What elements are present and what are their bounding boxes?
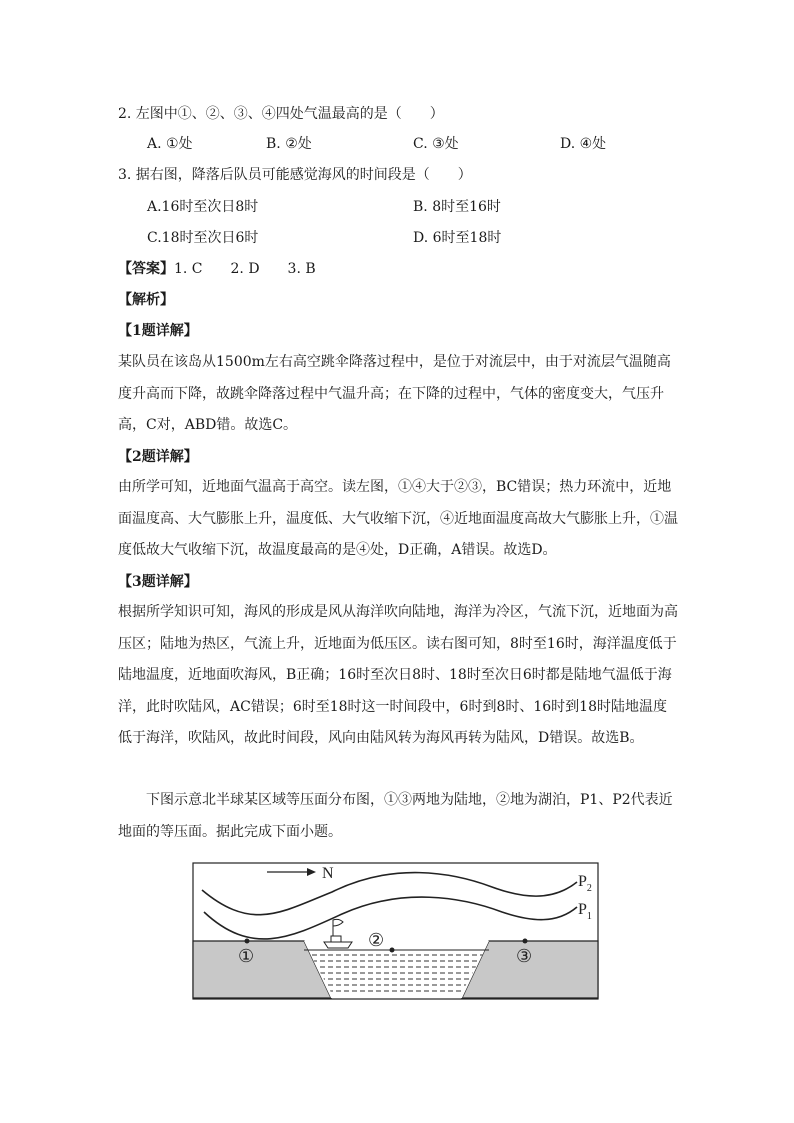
isobar-p1: [204, 897, 577, 939]
q3-option-c: C.18时至次日6时: [147, 230, 259, 246]
detail2-label: 【2题详解】: [118, 449, 198, 465]
q3-stem: 3. 据右图，降落后队员可能感觉海风的时间段是（ ）: [118, 167, 472, 183]
q3-option-d: D. 6时至18时: [413, 230, 502, 246]
north-arrow-icon: [307, 868, 316, 876]
q2-option-a: A. ①处: [147, 136, 193, 152]
answer-text: 1. C 2. D 3. B: [174, 261, 316, 277]
answer-label: 【答案】: [118, 261, 174, 277]
lake-water-pattern: [308, 950, 485, 996]
q2-stem: 2. 左图中①、②、③、④四处气温最高的是（ ）: [118, 106, 444, 122]
point-2-dot: [390, 948, 395, 953]
isobar-figure: [192, 862, 602, 1002]
q3-option-b: B. 8时至16时: [413, 199, 501, 215]
answer-line: [118, 259, 316, 279]
detail3-label: 【3题详解】: [118, 574, 198, 590]
detail3-text: 根据所学知识可知，海风的形成是风从海洋吹向陆地，海洋为冷区，气流下沉，近地面为高压区；陆地为热区，气流上升，近地面为低压区。读右图可知，8时至16时，海洋温度低于陆地温度，近地面吹海风，B正确；16时至次日8时、18时至次日6时都是陆地气温低于海洋，此时吹陆风，AC错误；6时至18时这一时间段中，6时到8时、16时到18时陆地温度低于海洋，吹陆风，故此时间段，风向由陆风转为海风再转为陆风，D错误。故选B。: [118, 604, 678, 746]
q3-option-a: A.16时至次日8时: [147, 199, 259, 215]
intro-text: 下图示意北半球某区域等压面分布图，①③两地为陆地，②地为湖泊，P1、P2代表近地面的等压面。据此完成下面小题。: [118, 792, 673, 840]
p1-label: $P_1$: [578, 901, 592, 922]
detail1-label: 【1题详解】: [118, 323, 198, 339]
point-3-dot: [523, 939, 528, 944]
north-label: N: [322, 865, 334, 882]
point-2-label: ②: [368, 930, 385, 951]
analysis-label: 【解析】: [118, 292, 174, 308]
q2-option-d: D. ④处: [560, 136, 607, 152]
detail2-text: 由所学可知，近地面气温高于高空。读左图，①④大于②③，BC错误；热力环流中，近地面温度高、大气膨胀上升，温度低、大气收缩下沉，④近地面温度高故大气膨胀上升，①温度低故大气收缩下沉，故温度最高的是④处，D正确，A错误。故选D。: [118, 479, 678, 558]
point-1-label: ①: [238, 946, 255, 967]
q2-option-c: C. ③处: [413, 136, 459, 152]
boat-icon: [324, 919, 352, 948]
point-1-dot: [245, 939, 250, 944]
point-3-label: ③: [516, 946, 533, 967]
isobar-p2: [202, 873, 577, 915]
detail1-text: 某队员在该岛从1500m左右高空跳伞降落过程中，是位于对流层中，由于对流层气温随高度升高而下降，故跳伞降落过程中气温升高；在下降的过程中，气体的密度变大，气压升高，C对，ABD错。故选C。: [118, 354, 671, 433]
q2-option-b: B. ②处: [266, 136, 312, 152]
p2-label: $P_2$: [578, 873, 592, 894]
